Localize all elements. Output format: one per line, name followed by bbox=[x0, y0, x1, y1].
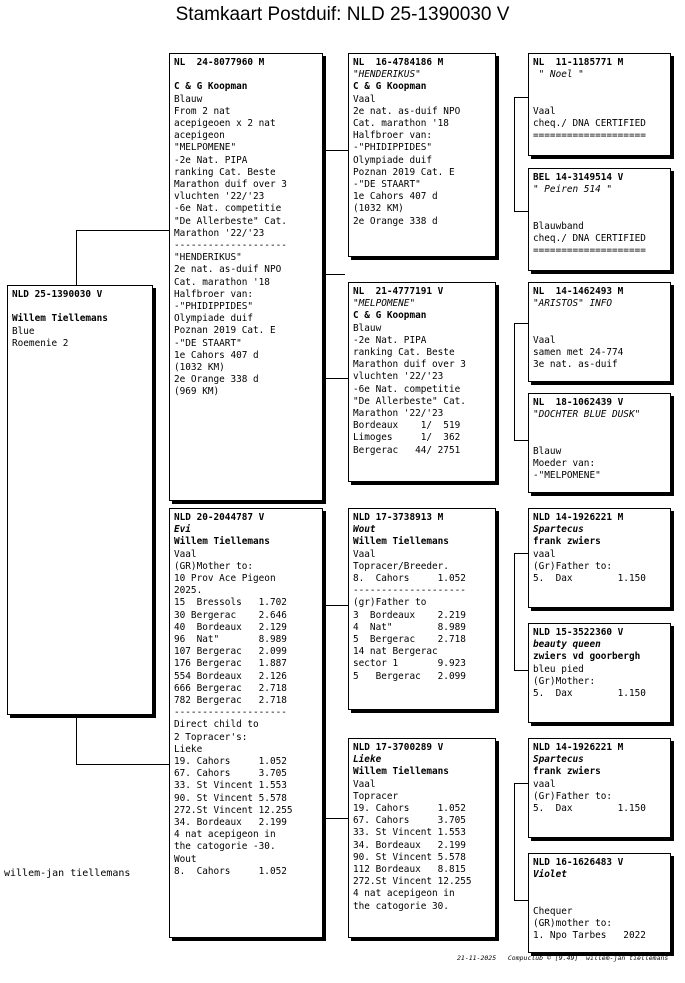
card-line: (gr)Father to bbox=[353, 597, 427, 609]
pedigree-card-sire-sire-dam bbox=[528, 168, 671, 271]
card-line: 554 Bordeaux 2.126 bbox=[174, 670, 287, 682]
card-line: 112 Bordeaux 8.815 bbox=[353, 864, 466, 876]
card-line: (1032 KM) bbox=[174, 362, 225, 374]
pedigree-card-dam-dam-dam bbox=[528, 853, 671, 953]
connector-dd-dds bbox=[514, 783, 529, 844]
card-line: 3e nat. as-duif bbox=[533, 359, 618, 371]
connector-ss-ssd bbox=[514, 154, 529, 212]
card-line: acepigeon bbox=[174, 130, 225, 142]
owner-name: willem-jan tiellemans bbox=[4, 868, 131, 879]
card-line: 4 Nat" 8.989 bbox=[353, 621, 466, 633]
card-line: Wout bbox=[174, 853, 197, 865]
card-line: "ARISTOS" INFO bbox=[533, 298, 613, 310]
card-line: -"PHIDIPPIDES" bbox=[174, 301, 254, 313]
connector-dam-ds bbox=[323, 605, 349, 715]
card-line: 34. Bordeaux 2.199 bbox=[174, 817, 287, 829]
card-line: " Noel " bbox=[533, 69, 584, 81]
connector-ss-sss bbox=[514, 97, 529, 155]
card-line: From 2 nat bbox=[174, 105, 231, 117]
card-line: vluchten '22/'23 bbox=[174, 191, 265, 203]
card-line: Cat. marathon '18 bbox=[174, 276, 270, 288]
card-line: "HENDERIKUS" bbox=[174, 252, 242, 264]
card-line: Lieke bbox=[353, 754, 382, 766]
card-line: -------------------- bbox=[174, 707, 287, 719]
ring-number: NL 21-4777191 V bbox=[353, 286, 444, 297]
connector-subject-dam bbox=[76, 712, 169, 765]
card-line: Chequer bbox=[533, 905, 573, 917]
card-line: 666 Bergerac 2.718 bbox=[174, 682, 287, 694]
pedigree-card-sire-dam bbox=[348, 282, 496, 482]
card-line: ranking Cat. Beste bbox=[174, 166, 276, 178]
card-line: -6e Nat. competitie bbox=[174, 203, 282, 215]
card-line: Wout bbox=[353, 524, 376, 536]
card-line: cheq./ DNA CERTIFIED bbox=[533, 232, 646, 244]
card-line: (1032 KM) bbox=[353, 203, 404, 215]
card-line: 2e Orange 338 d bbox=[353, 215, 438, 227]
card-line: 8. Cahors 1.052 bbox=[353, 573, 466, 585]
card-line: 272.St Vincent 12.255 bbox=[353, 876, 472, 888]
card-line: Blauw bbox=[533, 445, 562, 457]
pedigree-card-dam-dam-sire bbox=[528, 738, 671, 838]
card-line: frank zwiers bbox=[533, 536, 601, 548]
card-line: 5 Bergerac 2.718 bbox=[353, 634, 466, 646]
card-line: Halfbroer van: bbox=[353, 130, 433, 142]
pedigree-card-sire-sire-sire bbox=[528, 53, 671, 156]
card-line: Blauw bbox=[174, 93, 203, 105]
card-line: -2e Nat. PIPA bbox=[353, 334, 427, 346]
card-line: Evi bbox=[174, 524, 191, 536]
card-line: 2e nat. as-duif NPO bbox=[174, 264, 282, 276]
card-line: "HENDERIKUS" bbox=[353, 69, 421, 81]
card-line: -6e Nat. competitie bbox=[353, 383, 461, 395]
card-line: C & G Koopman bbox=[174, 81, 248, 93]
card-line: 5 Bergerac 2.099 bbox=[353, 670, 466, 682]
card-line: -"PHIDIPPIDES" bbox=[353, 142, 433, 154]
card-line: Marathon '22/'23 bbox=[174, 227, 265, 239]
card-line: C & G Koopman bbox=[353, 81, 427, 93]
card-line: 272.St Vincent 12.255 bbox=[174, 804, 293, 816]
ring-number: NL 14-1462493 M bbox=[533, 286, 624, 297]
card-line bbox=[533, 421, 666, 433]
card-line: 1. Npo Tarbes 2022 bbox=[533, 930, 646, 942]
card-line: " Peiren 514 " bbox=[533, 184, 613, 196]
card-line: Bordeaux 1/ 519 bbox=[353, 420, 461, 432]
card-line bbox=[533, 94, 666, 106]
card-line: Spartecus bbox=[533, 524, 584, 536]
card-line: 19. Cahors 1.052 bbox=[174, 756, 287, 768]
card-line: Roemenie 2 bbox=[12, 337, 69, 349]
card-line: 14 nat Bergerac bbox=[353, 646, 438, 658]
pedigree-card-dam-dam bbox=[348, 738, 496, 938]
card-line: "MELPOMENE" bbox=[353, 298, 416, 310]
connector-subject-sire bbox=[76, 230, 169, 289]
card-line: (Gr)Father to: bbox=[533, 790, 613, 802]
card-line: Vaal bbox=[353, 93, 376, 105]
ring-number: NL 18-1062439 V bbox=[533, 397, 624, 408]
pedigree-card-sire bbox=[169, 53, 323, 501]
card-line: Moeder van: bbox=[533, 457, 596, 469]
pedigree-card-subject bbox=[7, 285, 153, 715]
card-line bbox=[533, 196, 666, 208]
card-line: Blue bbox=[12, 325, 35, 337]
card-line: cheq./ DNA CERTIFIED bbox=[533, 117, 646, 129]
card-line: Willem Tiellemans bbox=[174, 536, 270, 548]
card-line: 5. Dax 1.150 bbox=[533, 803, 646, 815]
card-line: (GR)mother to: bbox=[533, 917, 613, 929]
card-line: "De Allerbeste" Cat. bbox=[174, 215, 287, 227]
card-line: vaal bbox=[533, 548, 556, 560]
card-line: 67. Cahors 3.705 bbox=[353, 815, 466, 827]
card-line: acepigeoen x 2 nat bbox=[174, 118, 276, 129]
card-line: 1e Cahors 407 d bbox=[174, 349, 259, 361]
card-line: 33. St Vincent 1.553 bbox=[353, 827, 466, 839]
card-line: Blauw bbox=[353, 322, 382, 334]
card-line: samen met 24-774 bbox=[533, 346, 624, 358]
card-line: "MELPOMENE" bbox=[174, 142, 237, 154]
card-line: Olympiade duif bbox=[353, 154, 433, 166]
card-line: Olympiade duif bbox=[174, 313, 254, 325]
card-line bbox=[533, 323, 666, 335]
card-line: 2e Orange 338 d bbox=[174, 374, 259, 386]
card-line: (GR)Mother to: bbox=[174, 560, 254, 572]
card-line: Lieke bbox=[174, 743, 203, 755]
card-line: -2e Nat. PIPA bbox=[174, 154, 248, 166]
card-line: Spartecus bbox=[533, 754, 584, 766]
connector-sd-sds bbox=[514, 323, 529, 384]
card-line: 2 Topracer's: bbox=[174, 731, 248, 743]
card-line: -"DE STAART" bbox=[353, 179, 421, 191]
card-line: 33. St Vincent 1.553 bbox=[174, 780, 287, 792]
card-line: vluchten '22/'23 bbox=[353, 371, 444, 383]
card-line: C & G Koopman bbox=[353, 310, 427, 322]
ring-number: NLD 14-1926221 M bbox=[533, 512, 624, 523]
card-line: Cat. marathon '18 bbox=[353, 118, 449, 130]
card-line: Vaal bbox=[353, 778, 376, 790]
card-line: -------------------- bbox=[174, 240, 287, 252]
card-line: 30 Bergerac 2.646 bbox=[174, 609, 287, 621]
card-line bbox=[533, 310, 666, 322]
ring-number: NLD 17-3700289 V bbox=[353, 742, 444, 753]
card-line: Topracer/Breeder. bbox=[353, 560, 449, 572]
card-line: 10 Prov Ace Pigeon bbox=[174, 573, 276, 585]
ring-number: NLD 17-3738913 M bbox=[353, 512, 444, 523]
card-line: bleu pied bbox=[533, 663, 584, 675]
card-line: (Gr)Father to: bbox=[533, 560, 613, 572]
card-line bbox=[533, 894, 666, 906]
card-line: Willem Tiellemans bbox=[353, 536, 449, 548]
card-line: 107 Bergerac 2.099 bbox=[174, 646, 287, 658]
card-line: 8. Cahors 1.052 bbox=[174, 865, 287, 877]
pedigree-card-dam-sire bbox=[348, 508, 496, 710]
card-line: 1e Cahors 407 d bbox=[353, 191, 438, 203]
card-line: ==================== bbox=[533, 245, 646, 257]
ring-number: NL 11-1185771 M bbox=[533, 57, 624, 68]
card-line: 3 Bordeaux 2.219 bbox=[353, 609, 466, 621]
card-line: 34. Bordeaux 2.199 bbox=[353, 839, 466, 851]
card-line: Blauwband bbox=[533, 220, 584, 232]
card-line: vaal bbox=[533, 778, 556, 790]
pedigree-card-dam bbox=[169, 508, 323, 938]
print-footer: 21-11-2025 Compuclub © [9.49] willem-jan tiellemans bbox=[457, 954, 669, 962]
card-line bbox=[533, 434, 666, 446]
card-line: 4 nat acepigeon in bbox=[353, 888, 455, 900]
card-line: Poznan 2019 Cat. E bbox=[353, 166, 455, 178]
card-line: the catogorie -30. bbox=[174, 841, 276, 853]
card-line: 4 nat acepigeon in bbox=[174, 829, 276, 841]
connector-sire-mid bbox=[323, 274, 345, 276]
card-line: Halfbroer van: bbox=[174, 288, 254, 300]
card-line: Violet bbox=[533, 869, 567, 881]
card-line: 90. St Vincent 5.578 bbox=[353, 851, 466, 863]
connector-dam-dd bbox=[323, 714, 349, 819]
card-line: 782 Bergerac 2.718 bbox=[174, 695, 287, 707]
card-line: 67. Cahors 3.705 bbox=[174, 768, 287, 780]
card-line: zwiers vd goorbergh bbox=[533, 651, 641, 663]
ring-number: NLD 16-1626483 V bbox=[533, 857, 624, 868]
card-line bbox=[12, 301, 148, 313]
card-line: 5. Dax 1.150 bbox=[533, 573, 646, 585]
card-line: (Gr)Mother: bbox=[533, 675, 596, 687]
card-line: Willem Tiellemans bbox=[12, 313, 108, 325]
card-line: 2e nat. as-duif NPO bbox=[353, 105, 461, 117]
card-line bbox=[533, 81, 666, 93]
card-line: ranking Cat. Beste bbox=[353, 347, 455, 359]
ring-number: NLD 20-2044787 V bbox=[174, 512, 265, 523]
card-line: 2025. bbox=[174, 585, 203, 597]
card-line: -------------------- bbox=[353, 585, 466, 597]
card-line bbox=[533, 209, 666, 221]
card-line: -"DE STAART" bbox=[174, 337, 242, 349]
card-line: Vaal bbox=[533, 334, 556, 346]
card-line: 176 Bergerac 1.887 bbox=[174, 658, 287, 670]
page-title: Stamkaart Postduif: NLD 25-1390030 V bbox=[175, 4, 510, 25]
pedigree-card-sire-sire bbox=[348, 53, 496, 257]
card-line: Willem Tiellemans bbox=[353, 766, 449, 778]
connector-ds-dsd bbox=[514, 613, 529, 671]
card-line: Bergerac 44/ 2751 bbox=[353, 444, 461, 456]
pedigree-card-sire-dam-dam bbox=[528, 393, 671, 493]
ring-number: NLD 14-1926221 M bbox=[533, 742, 624, 753]
card-line: -"MELPOMENE" bbox=[533, 470, 601, 482]
card-line: "De Allerbeste" Cat. bbox=[353, 395, 466, 407]
card-line: Limoges 1/ 362 bbox=[353, 432, 461, 444]
card-line: (969 KM) bbox=[174, 386, 220, 398]
card-line: "DOCHTER BLUE DUSK" bbox=[533, 409, 641, 421]
card-line: Vaal bbox=[533, 105, 556, 117]
card-line: 96 Nat" 8.989 bbox=[174, 634, 287, 646]
card-line: frank zwiers bbox=[533, 766, 601, 778]
card-line: Direct child to bbox=[174, 719, 259, 731]
card-line bbox=[174, 69, 318, 81]
card-line: beauty queen bbox=[533, 639, 601, 651]
card-line: Vaal bbox=[353, 548, 376, 560]
connector-sd-sdd bbox=[514, 383, 529, 441]
pedigree-card-dam-sire-dam bbox=[528, 623, 671, 723]
card-line: 5. Dax 1.150 bbox=[533, 688, 646, 700]
ring-number: NL 24-8077960 M bbox=[174, 57, 265, 68]
connector-sire-ss bbox=[323, 150, 349, 275]
ring-number: NLD 15-3522360 V bbox=[533, 627, 624, 638]
card-line: Marathon duif over 3 bbox=[353, 359, 466, 371]
card-line: 15 Bressols 1.702 bbox=[174, 597, 287, 609]
pedigree-card-sire-dam-sire bbox=[528, 282, 671, 382]
card-line: Topracer bbox=[353, 790, 399, 802]
card-line: Vaal bbox=[174, 548, 197, 560]
ring-number: NL 16-4784186 M bbox=[353, 57, 444, 68]
card-line: 40 Bordeaux 2.129 bbox=[174, 621, 287, 633]
card-line: Poznan 2019 Cat. E bbox=[174, 325, 276, 337]
card-line: Marathon '22/'23 bbox=[353, 408, 444, 420]
connector-dd-ddd bbox=[514, 843, 529, 901]
card-line: 19. Cahors 1.052 bbox=[353, 803, 466, 815]
card-line: the catogorie 30. bbox=[353, 900, 449, 912]
card-line: ==================== bbox=[533, 130, 646, 142]
card-line bbox=[533, 881, 666, 893]
ring-number: NLD 25-1390030 V bbox=[12, 289, 103, 300]
card-line: 90. St Vincent 5.578 bbox=[174, 792, 287, 804]
connector-ds-dss bbox=[514, 553, 529, 614]
ring-number: BEL 14-3149514 V bbox=[533, 172, 624, 183]
pedigree-card-dam-sire-sire bbox=[528, 508, 671, 608]
card-line: Marathon duif over 3 bbox=[174, 179, 287, 191]
connector-sire-sd bbox=[323, 274, 349, 379]
card-line: sector 1 9.923 bbox=[353, 658, 466, 670]
